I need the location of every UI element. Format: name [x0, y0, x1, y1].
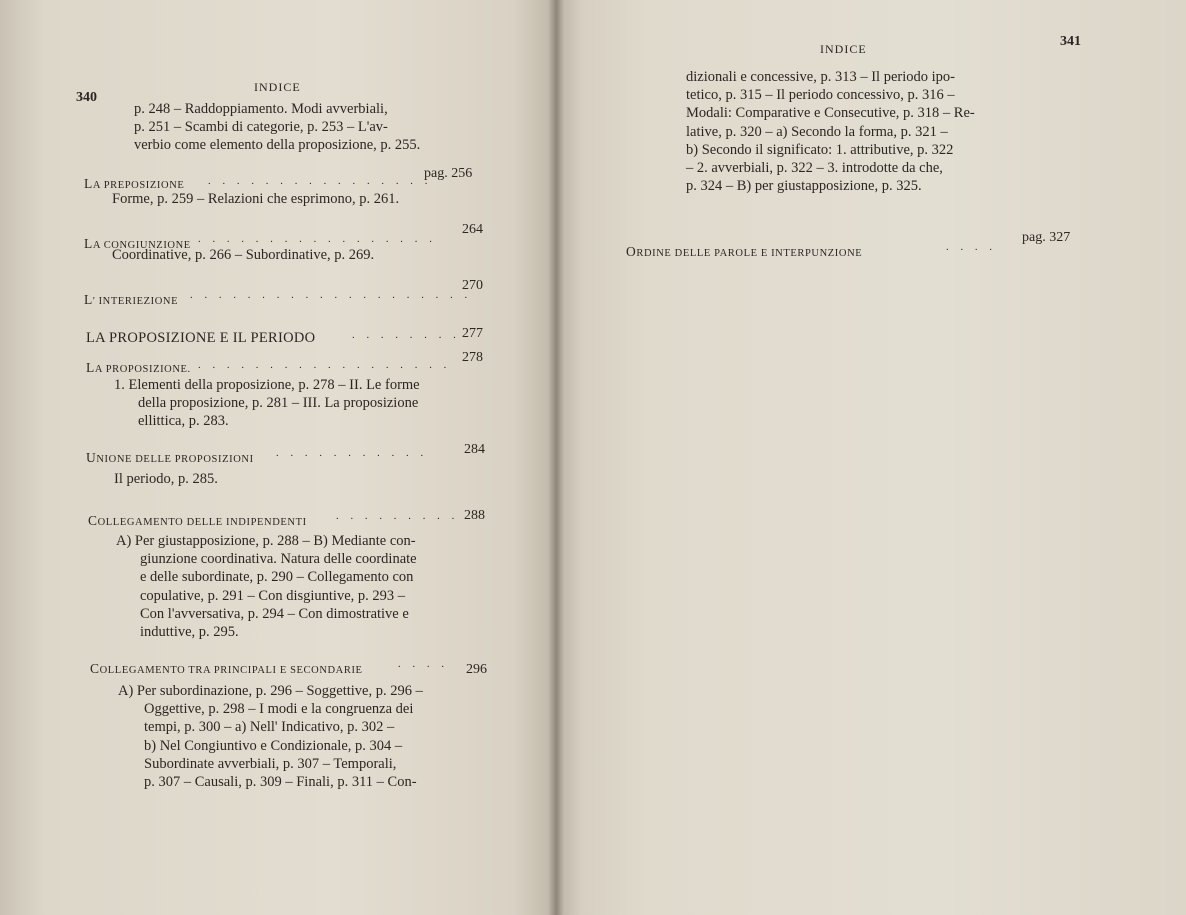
continuation-text-left: [134, 100, 420, 155]
text-line: p. 324 – B) per giustapposizione, p. 325.: [686, 178, 922, 195]
entry-heading: [90, 661, 363, 677]
dot-leader: . . . . . . . . . . . . . . . . . .: [198, 360, 451, 371]
dot-leader: . . . .: [946, 242, 997, 253]
dot-leader: . . . . . . . . . . . . . . . . .: [198, 234, 437, 245]
entry-details: [112, 246, 374, 264]
text-line: Oggettive, p. 298 – I modi e la congruenza dei: [144, 701, 414, 718]
entry-heading: [84, 292, 178, 308]
left-page: [0, 0, 558, 915]
right-page: [556, 0, 1186, 915]
entry-title: OLLEGAMENTO DELLE INDIPENDENTI: [97, 517, 307, 528]
page-number-left: 340: [76, 90, 97, 105]
entry-initial: C: [90, 661, 100, 676]
entry-title: ' INTERIEZIONE: [92, 296, 179, 307]
entry-heading: [86, 360, 191, 376]
text-line: della proposizione, p. 281 – III. La proposizione: [138, 395, 419, 412]
entry-page-number: 288: [464, 508, 485, 523]
entry-details: [112, 190, 399, 208]
dot-leader: . . . . . . . . . . . . . . . . . . . .: [190, 290, 472, 301]
entry-title: RDINE DELLE PAROLE E INTERPUNZIONE: [636, 248, 863, 259]
entry-details: [116, 532, 417, 641]
running-head-left: INDICE: [254, 80, 301, 94]
entry-title: A CONGIUNZIONE: [92, 240, 191, 251]
text-line: p. 248 – Raddoppiamento. Modi avverbiali,: [134, 101, 388, 117]
entry-heading: [626, 244, 862, 260]
text-line: p. 251 – Scambi di categorie, p. 253 – L'av-: [134, 119, 388, 136]
entry-page-number: pag. 256: [424, 166, 473, 181]
entry-title: OLLEGAMENTO TRA PRINCIPALI E SECONDARIE: [99, 665, 363, 676]
text-line: A) Per subordinazione, p. 296 – Soggettive, p. 296 –: [118, 683, 423, 699]
entry-heading: [88, 513, 307, 529]
text-line: Subordinate avverbiali, p. 307 – Temporali,: [144, 755, 397, 772]
text-line: e delle subordinate, p. 290 – Collegamento con: [140, 569, 414, 586]
entry-initial: L: [84, 236, 93, 251]
entry-heading: [86, 450, 254, 466]
entry-page-number: 278: [462, 350, 483, 365]
text-line: A) Per giustapposizione, p. 288 – B) Mediante con-: [116, 533, 416, 549]
text-line: giunzione coordinativa. Natura delle coordinate: [140, 551, 417, 568]
entry-page-number: 270: [462, 278, 483, 293]
text-line: induttive, p. 295.: [140, 624, 239, 641]
entry-page-number: pag. 327: [1022, 230, 1071, 245]
dot-leader: . . . . . . . . . . .: [276, 448, 428, 459]
entry-page-number: 264: [462, 222, 483, 237]
text-line: lative, p. 320 – a) Secondo la forma, p. 321 –: [686, 123, 948, 140]
section-title: LA PROPOSIZIONE E IL PERIODO: [86, 330, 316, 346]
text-line: Con l'avversativa, p. 294 – Con dimostrative e: [140, 605, 409, 622]
entry-details: [118, 682, 423, 791]
text-line: b) Nel Congiuntivo e Condizionale, p. 304 –: [144, 737, 403, 754]
text-line: Il periodo, p. 285.: [114, 471, 218, 487]
dot-leader: . . . . . . . . .: [336, 511, 459, 522]
dot-leader: . . . . . . . . . . . . . . . .: [208, 176, 432, 187]
text-line: Coordinative, p. 266 – Subordinative, p. 269.: [112, 247, 375, 263]
text-line: 1. Elementi della proposizione, p. 278 – II. Le forme: [114, 377, 420, 393]
text-line: b) Secondo il significato: 1. attributive, p. 322: [686, 141, 954, 158]
dot-leader: . . . .: [398, 659, 449, 670]
entry-page-number: 296: [466, 662, 487, 677]
text-line: – 2. avverbiali, p. 322 – 3. introdotte da che,: [686, 160, 943, 177]
text-line: copulative, p. 291 – Con disgiuntive, p. 293 –: [140, 587, 406, 604]
text-line: verbio come elemento della proposizione, p. 255.: [134, 137, 421, 154]
continuation-text-right: [686, 68, 975, 195]
entry-title: A PREPOSIZIONE: [92, 180, 185, 191]
entry-details: [114, 376, 420, 431]
text-line: Forme, p. 259 – Relazioni che esprimono, p. 261.: [112, 191, 400, 207]
entry-title: A PROPOSIZIONE.: [94, 364, 191, 375]
entry-initial: L: [84, 292, 93, 307]
text-line: p. 307 – Causali, p. 309 – Finali, p. 311 – Con-: [144, 774, 417, 791]
entry-initial: L: [84, 176, 93, 191]
entry-details: [114, 470, 218, 488]
text-line: Modali: Comparative e Consecutive, p. 318 – Re-: [686, 105, 975, 122]
entry-title: NIONE DELLE PROPOSIZIONI: [96, 454, 254, 465]
text-line: dizionali e concessive, p. 313 – Il periodo ipo-: [686, 69, 955, 85]
entry-initial: C: [88, 513, 98, 528]
page-number-right: 341: [1060, 34, 1081, 49]
entry-initial: L: [86, 360, 95, 375]
entry-initial: U: [86, 450, 97, 465]
book-gutter: [548, 0, 564, 915]
text-line: ellittica, p. 283.: [138, 413, 229, 430]
entry-initial: O: [626, 244, 637, 259]
text-line: tempi, p. 300 – a) Nell' Indicativo, p. 302 –: [144, 719, 395, 736]
entry-page-number: 284: [464, 442, 485, 457]
section-page-number: 277: [462, 326, 483, 341]
running-head-right: INDICE: [820, 42, 867, 56]
dot-leader: . . . . . . . .: [352, 330, 461, 341]
text-line: tetico, p. 315 – Il periodo concessivo, p. 316 –: [686, 87, 955, 104]
